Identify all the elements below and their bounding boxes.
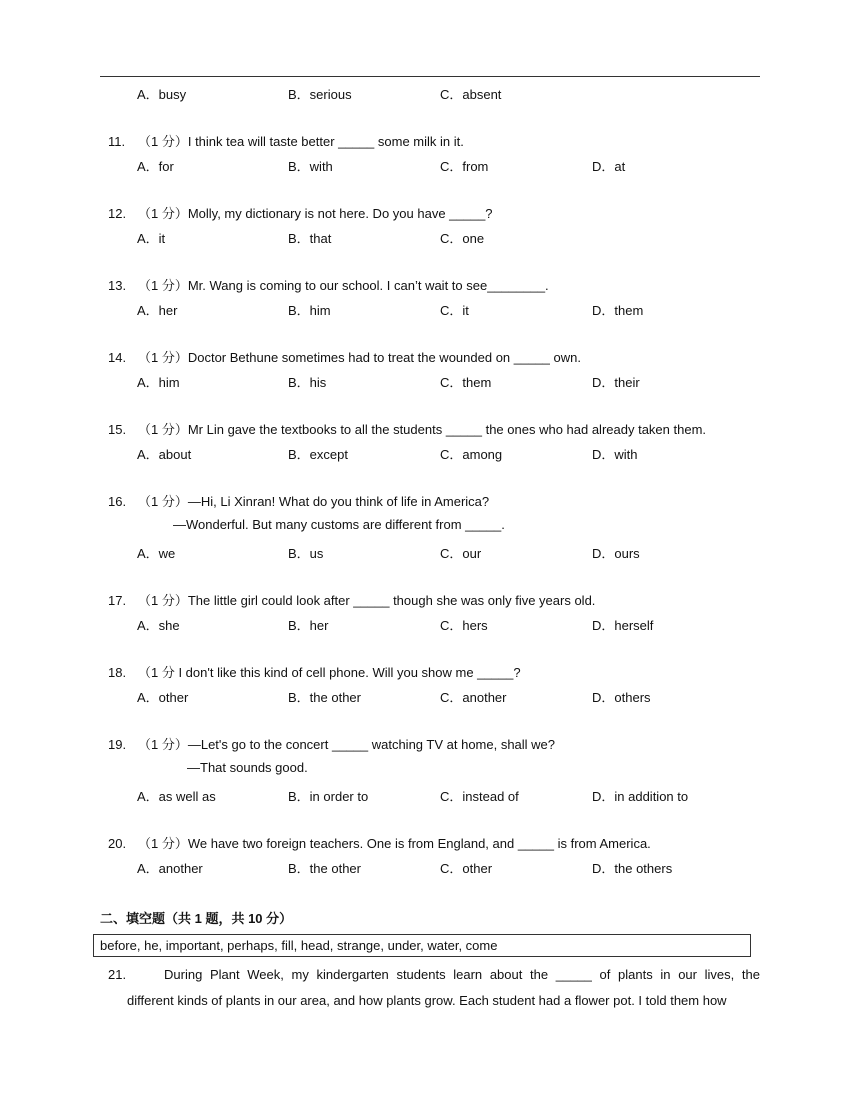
- passage-line-1: 21. During Plant Week, my kindergarten students learn about the _____ of plants in our lives, the: [108, 962, 760, 988]
- q19-option-b[interactable]: B．in order to: [288, 789, 369, 804]
- section-heading: 二、填空题（共 1 题，共 10 分）: [100, 911, 293, 926]
- q20-option-c[interactable]: C．other: [440, 861, 493, 876]
- question-19: [108, 734, 555, 753]
- q12-option-a[interactable]: A．it: [137, 231, 166, 246]
- q19-option-c[interactable]: C．instead of: [440, 789, 519, 804]
- q14-option-a[interactable]: A．him: [137, 375, 180, 390]
- q17-option-a[interactable]: A．she: [137, 618, 180, 633]
- word-bank-box: [93, 934, 751, 957]
- q10-option-a[interactable]: A．busy: [137, 87, 187, 102]
- q11-option-c[interactable]: C．from: [440, 159, 489, 174]
- question-number: 15.: [108, 422, 127, 437]
- question-number: 11.: [108, 134, 126, 149]
- question-15: [108, 419, 706, 438]
- q16-option-c[interactable]: C．our: [440, 546, 482, 561]
- question-number: 21.: [108, 967, 127, 982]
- q15-option-a[interactable]: A．about: [137, 447, 192, 462]
- question-17: [108, 590, 595, 609]
- question-stem: （1 分）Doctor Bethune sometimes had to treat the wounded on _____ own.: [138, 350, 581, 365]
- q14-option-b[interactable]: B．his: [288, 375, 327, 390]
- q17-option-c[interactable]: C．hers: [440, 618, 488, 633]
- q11-option-a[interactable]: A．for: [137, 159, 174, 174]
- passage-line-2: different kinds of plants in our area, and how plants grow. Each student had a flower pot. I told them how: [127, 993, 727, 1008]
- question-number: 19.: [108, 737, 127, 752]
- q14-option-c[interactable]: C．them: [440, 375, 492, 390]
- question-20: [108, 833, 651, 852]
- question-stem: （1 分）The little girl could look after _____ though she was only five years old.: [138, 593, 596, 608]
- question-number: 13.: [108, 278, 127, 293]
- question-stem: （1 分）I think tea will taste better _____ some milk in it.: [138, 134, 464, 149]
- q10-option-c[interactable]: C．absent: [440, 87, 502, 102]
- q15-option-d[interactable]: D．with: [592, 447, 638, 462]
- q12-option-b[interactable]: B．that: [288, 231, 332, 246]
- question-stem: （1 分）Mr. Wang is coming to our school. I can’t wait to see________.: [138, 278, 549, 293]
- q16-option-a[interactable]: A．we: [137, 546, 176, 561]
- question-number: 18.: [108, 665, 127, 680]
- q17-option-d[interactable]: D．herself: [592, 618, 654, 633]
- top-divider: [100, 76, 760, 77]
- question-number: 16.: [108, 494, 127, 509]
- question-stem: （1 分）Molly, my dictionary is not here. Do you have _____?: [138, 206, 493, 221]
- q16-option-b[interactable]: B．us: [288, 546, 324, 561]
- question-stem: （1 分）—Hi, Li Xinran! What do you think of life in America?: [138, 494, 490, 509]
- q13-option-c[interactable]: C．it: [440, 303, 469, 318]
- question-13: [108, 275, 549, 294]
- question-21-passage: [108, 962, 760, 1014]
- question-stem: （1 分）Mr Lin gave the textbooks to all the students _____ the ones who had already taken them.: [138, 422, 707, 437]
- q10-option-b[interactable]: B．serious: [288, 87, 352, 102]
- q20-option-d[interactable]: D．the others: [592, 861, 673, 876]
- q18-option-a[interactable]: A．other: [137, 690, 189, 705]
- question-stem: （1 分）We have two foreign teachers. One is from England, and _____ is from America.: [138, 836, 651, 851]
- question-stem: （1 分）—Let's go to the concert _____ watching TV at home, shall we?: [138, 737, 556, 752]
- q11-option-d[interactable]: D．at: [592, 159, 626, 174]
- question-number: 14.: [108, 350, 127, 365]
- question-18: [108, 662, 521, 681]
- q20-option-b[interactable]: B．the other: [288, 861, 361, 876]
- q18-option-c[interactable]: C．another: [440, 690, 507, 705]
- question-12: [108, 203, 493, 222]
- q14-option-d[interactable]: D．their: [592, 375, 640, 390]
- q15-option-b[interactable]: B．except: [288, 447, 348, 462]
- q12-option-c[interactable]: C．one: [440, 231, 485, 246]
- question-16: [108, 491, 489, 510]
- word-bank-text: before, he, important, perhaps, fill, head, strange, under, water, come: [100, 938, 498, 953]
- q19-option-d[interactable]: D．in addition to: [592, 789, 689, 804]
- question-number: 20.: [108, 836, 127, 851]
- question-number: 17.: [108, 593, 127, 608]
- q13-option-d[interactable]: D．them: [592, 303, 644, 318]
- question-16-reply: —Wonderful. But many customs are different from _____.: [173, 517, 505, 532]
- q11-option-b[interactable]: B．with: [288, 159, 333, 174]
- question-14: [108, 347, 581, 366]
- q18-option-b[interactable]: B．the other: [288, 690, 361, 705]
- q19-option-a[interactable]: A．as well as: [137, 789, 216, 804]
- q15-option-c[interactable]: C．among: [440, 447, 503, 462]
- question-stem: （1 分 I don't like this kind of cell phone. Will you show me _____?: [138, 665, 521, 680]
- q13-option-a[interactable]: A．her: [137, 303, 178, 318]
- question-number: 12.: [108, 206, 127, 221]
- q18-option-d[interactable]: D．others: [592, 690, 651, 705]
- q16-option-d[interactable]: D．ours: [592, 546, 640, 561]
- question-11: [108, 131, 464, 150]
- q13-option-b[interactable]: B．him: [288, 303, 331, 318]
- q20-option-a[interactable]: A．another: [137, 861, 203, 876]
- q17-option-b[interactable]: B．her: [288, 618, 329, 633]
- question-19-reply: —That sounds good.: [187, 760, 308, 775]
